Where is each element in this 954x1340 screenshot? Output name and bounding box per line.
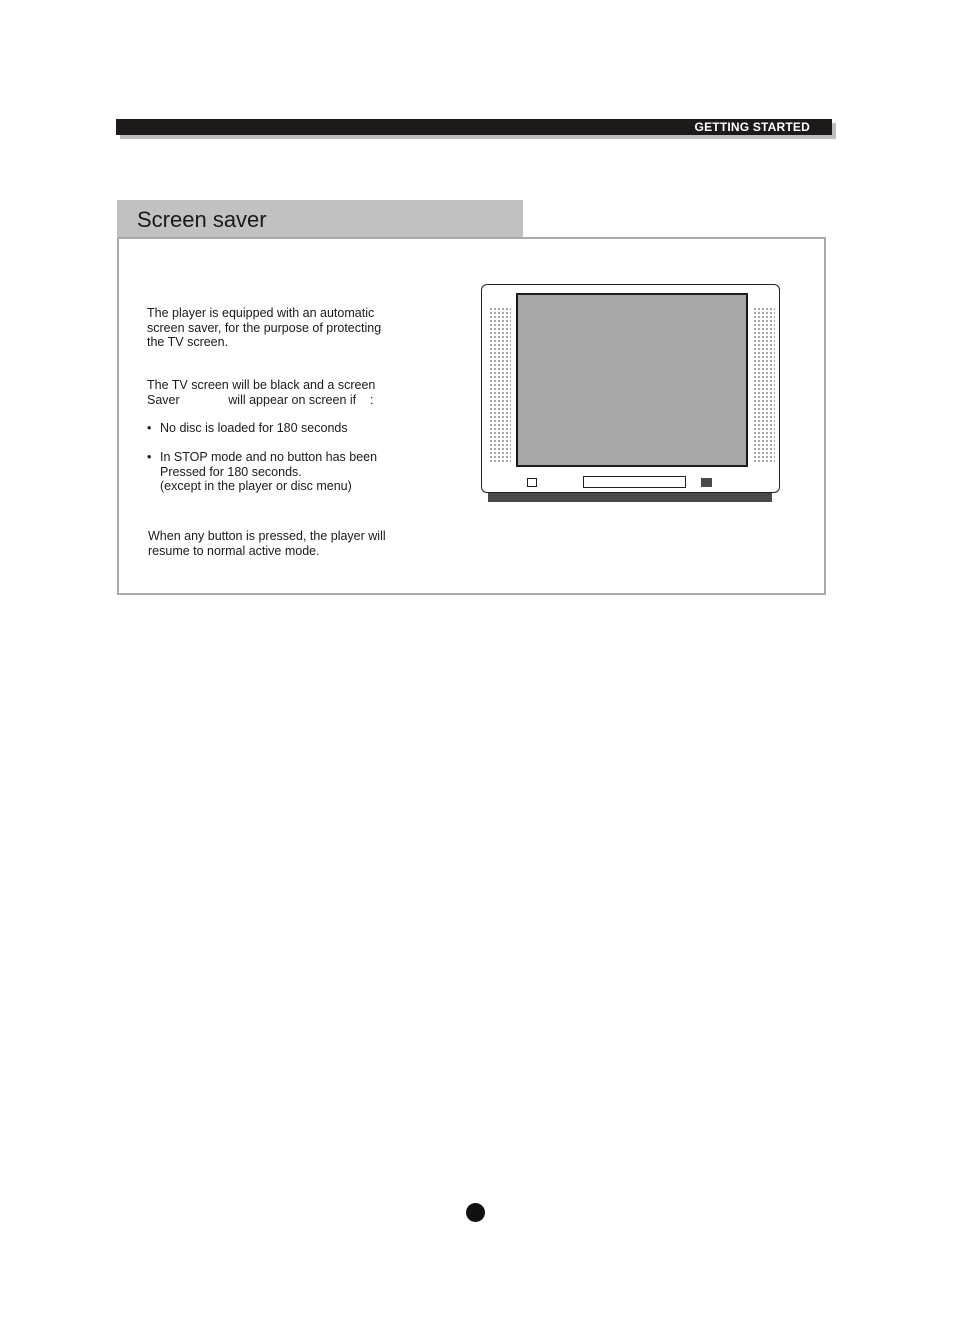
section-title: Screen saver bbox=[137, 207, 267, 232]
bullet-symbol: • bbox=[147, 450, 152, 464]
left-speaker-grille bbox=[489, 307, 511, 462]
bullet-symbol: • bbox=[147, 421, 152, 435]
tv-screen bbox=[516, 293, 748, 467]
header-section-label: GETTING STARTED bbox=[694, 120, 810, 134]
tv-power-indicator bbox=[527, 478, 537, 487]
right-speaker-grille bbox=[753, 307, 775, 462]
paragraph-conditions: The TV screen will be black and a screen Saver will appear on screen if : bbox=[147, 378, 376, 407]
tv-button bbox=[701, 478, 712, 487]
bullet-item-no-disc: No disc is loaded for 180 seconds bbox=[160, 421, 348, 435]
header-bar bbox=[116, 119, 832, 135]
page-number-dot-icon bbox=[466, 1203, 485, 1222]
paragraph-intro: The player is equipped with an automatic screen saver, for the purpose of protecting the TV screen. bbox=[147, 306, 382, 349]
bullet-item-stop-mode: In STOP mode and no button has been Pressed for 180 seconds. (except in the player or disc menu) bbox=[160, 450, 378, 493]
tv-control-panel bbox=[583, 476, 686, 488]
section-tab bbox=[117, 200, 523, 238]
paragraph-resume: When any button is pressed, the player will resume to normal active mode. bbox=[148, 529, 386, 558]
